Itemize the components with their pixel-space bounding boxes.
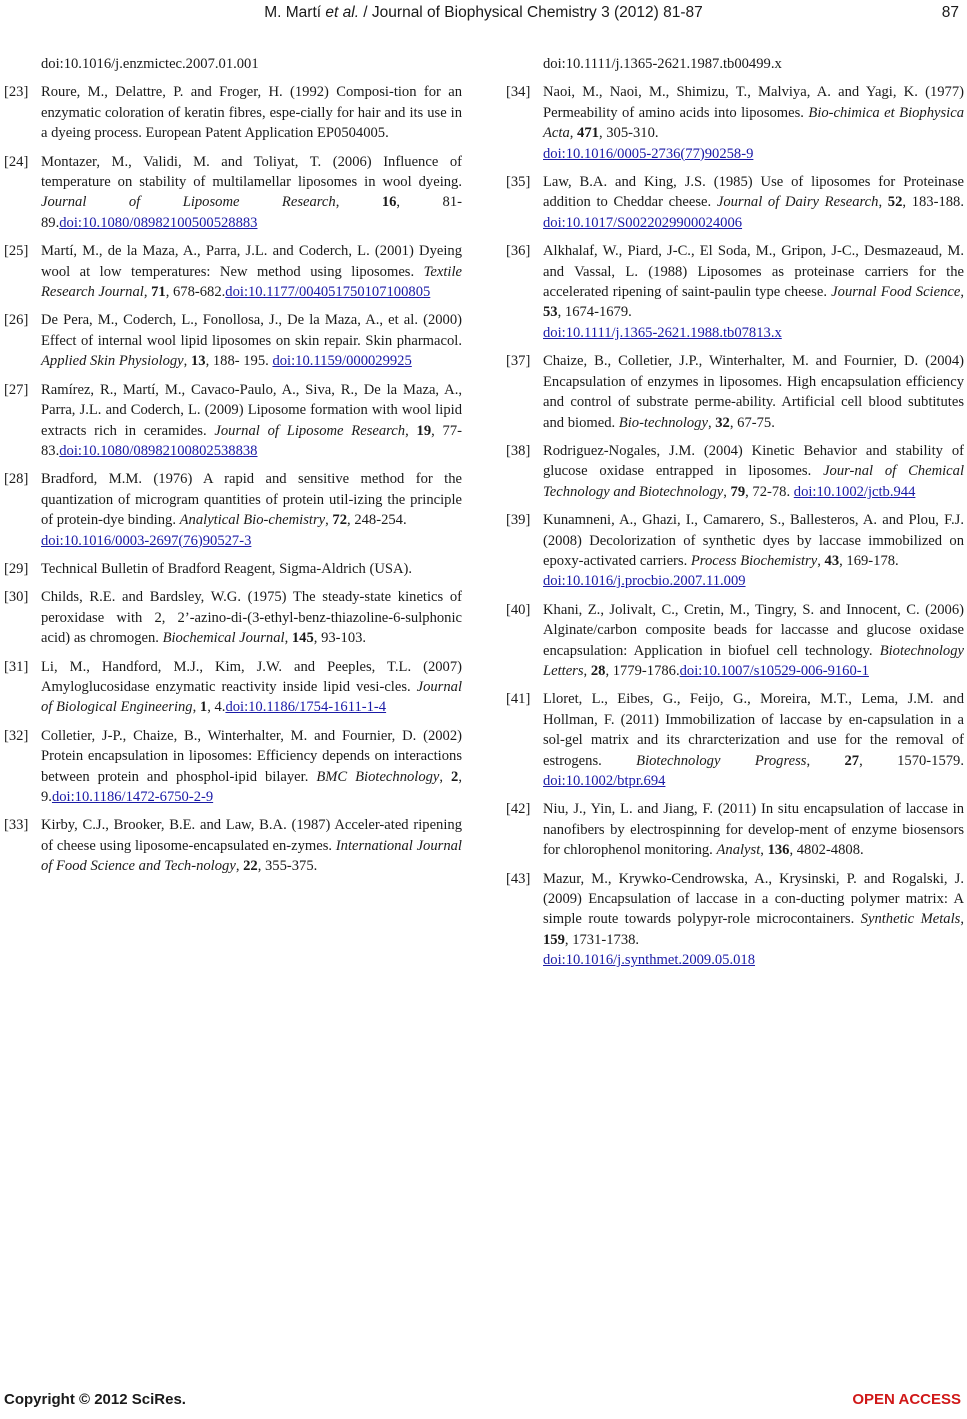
- reference-number: [33]: [4, 817, 29, 834]
- reference-number: [42]: [506, 801, 531, 818]
- page-range: , 93-103.: [313, 630, 367, 647]
- volume-number: 19: [416, 422, 432, 439]
- reference-number: [31]: [4, 658, 29, 675]
- reference-entry: [34] Naoi, M., Naoi, M., Shimizu, T., Malviya, A. and Yagi, K. (1977) Permeability of amino acids into liposomes. Bio-chimica et Biophysica Acta, 471, 305-310. doi:10.1016/0005-2736(77)90258-9: [506, 82, 964, 164]
- journal-name: Bio-chimica et Biophysica Acta: [543, 104, 964, 142]
- reference-number: [23]: [4, 84, 29, 101]
- volume-number: 28: [590, 662, 606, 679]
- reference-number: [35]: [506, 174, 531, 191]
- journal-name: Bio-technology: [618, 414, 708, 431]
- continued-reference: [4, 54, 462, 74]
- doi-link[interactable]: doi:10.1186/1472-6750-2-9: [51, 789, 214, 805]
- volume-number: 32: [715, 414, 730, 431]
- volume-number: 52: [887, 194, 903, 211]
- reference-number: [39]: [506, 512, 531, 529]
- volume-number: 136: [767, 842, 790, 859]
- reference-text: Bradford, M.M. (1976) A rapid and sensitive method for the quantization of microgram quantities of protein util-izing the principle of protein-dye binding.: [41, 471, 462, 529]
- reference-entry: [38] Rodriguez-Nogales, J.M. (2004) Kinetic Behavior and stability of glucose oxidase entrapped in liposomes. Jour-nal of Chemical Technology and Biotechnology, 79, 72-78. doi:10.1002/jctb.944: [506, 442, 965, 500]
- reference-entry: [36] Alkhalaf, W., Piard, J-C., El Soda, M., Gripon, J-C., Desmazeaud, M. and Vassal, L. (1988) Liposomes as proteinase carriers for the accelerated ripening of saint-paulin type cheese. Journal Food Science, 53, 1674-1679. doi:10.1111/j.1365-2621.1988.tb07813.x: [506, 241, 964, 343]
- volume-number: 71: [151, 284, 166, 301]
- reference-entry: [39] Kunamneni, A., Ghazi, I., Camarero, S., Ballesteros, A. and Plou, F.J. (2008) Decolorization of synthetic dyes by laccase immobilized on epoxy-activated carriers. Process Biochemistry, 43, 169-178. doi:10.1016/j.procbio.2007.11.009: [506, 510, 964, 592]
- journal-name: Journal of Liposome Research: [41, 194, 336, 211]
- reference-entry: [32] Colletier, J-P., Chaize, B., Winterhalter, M. and Fournier, D. (2002) Protein encapsulation in liposomes: Efficiency depends on interactions between protein and phosphol-ipid bilayer. BMC Biotechnology, 2, 9.doi:10.1186/1472-6750-2-9: [4, 727, 462, 805]
- reference-text: Montazer, M., Validi, M. and Toliyat, T. (2006) Influence of temperature on stability of multilamellar liposomes in wool dyeing.: [41, 153, 462, 191]
- page-number: 87: [941, 4, 959, 21]
- reference-entry: [35] Law, B.A. and King, J.S. (1985) Use of liposomes for Proteinase addition to Cheddar cheese. Journal of Dairy Research, 52, 183-188. doi:10.1017/S0022029900024006: [506, 174, 964, 231]
- journal-name: Journal of Biological Engineering: [41, 678, 462, 716]
- reference-number: [29]: [4, 560, 29, 577]
- reference-number: [26]: [4, 312, 29, 329]
- reference-text: Niu, J., Yin, L. and Jiang, F. (2011) In situ encapsulation of laccase in nanofibers by electrospinning for develop-ment of enzyme biosensors for chlorophenol monitoring.: [543, 801, 964, 859]
- doi-link[interactable]: doi:10.1016/j.procbio.2007.11.009: [543, 573, 746, 590]
- page-footer: [0, 1385, 967, 1419]
- doi-link[interactable]: doi:10.1016/j.enzmictec.2007.01.001: [41, 56, 259, 72]
- journal-name: Biotechnology Progress: [636, 752, 807, 769]
- header-journal: / Journal of Biophysical Chemistry 3 (2012) 81-87: [359, 4, 703, 21]
- journal-name: Textile Research Journal: [41, 263, 462, 301]
- reference-entry: [31] Li, M., Handford, M.J., Kim, J.W. and Peeples, T.L. (2007) Amyloglucosidase enzymatic reactivity inside lipid vesi-cles. Journal of Biological Engineering, 1, 4.doi:10.1186/1754-1611-1-4: [4, 658, 462, 716]
- volume-number: 1: [199, 699, 208, 716]
- reference-text: Khani, Z., Jolivalt, C., Cretin, M., Tingry, S. and Innocent, C. (2006) Alginate/carbon composite beads for laccasse and glucose oxidase encapsulation: Application in biofuel cell technology.: [543, 601, 964, 659]
- reference-number: [36]: [506, 243, 531, 260]
- volume-number: 79: [730, 483, 746, 500]
- running-header: [0, 4, 967, 26]
- reference-number: [24]: [4, 153, 29, 170]
- reference-entry: [33] Kirby, C.J., Brooker, B.E. and Law, B.A. (1987) Acceler-ated ripening of cheese using liposome-encapsulated en-zymes. International Journal of Food Science and Tech-nology, 22, 355-375.: [4, 817, 462, 875]
- volume-number: 13: [190, 353, 206, 370]
- copyright-notice: Copyright © 2012 SciRes.: [4, 1391, 186, 1408]
- reference-list-left: [4, 82, 462, 876]
- reference-text: Li, M., Handford, M.J., Kim, J.W. and Peeples, T.L. (2007) Amyloglucosidase enzymatic reactivity inside lipid vesi-cles.: [41, 658, 462, 695]
- reference-text: Naoi, M., Naoi, M., Shimizu, T., Malviya, A. and Yagi, K. (1977) Permeability of amino acids into liposomes.: [543, 84, 964, 121]
- journal-name: BMC Biotechnology: [316, 768, 440, 785]
- header-etal: et al.: [325, 4, 359, 21]
- page-range: , 1731-1738.: [564, 931, 640, 948]
- reference-entry: [41] Lloret, L., Eibes, G., Feijo, G., Moreira, M.T., Lema, J.M. and Hollman, F. (2011) Immobilization of laccase by en-capsulation in a sol-gel matrix and its chrarcterization and use for the removal of estrogens. Biotechnology Progress, 27, 1570-1579. doi:10.1002/btpr.694: [506, 691, 964, 789]
- volume-number: 16: [381, 194, 397, 211]
- page-range: , 81-89.: [41, 194, 462, 231]
- reference-text: De Pera, M., Coderch, L., Fonollosa, J., De la Maza, A., et al. (2000) Effect of internal wool lipid liposomes on skin repair. Skin pharmacol.: [41, 312, 462, 349]
- references-left-column: [4, 54, 462, 885]
- reference-entry: [25] Martí, M., de la Maza, A., Parra, J.L. and Coderch, L. (2001) Dyeing wool at low temperatures: New method using liposomes. Textile Research Journal, 71, 678-682.doi:10.1177/004051750107100805: [4, 243, 462, 301]
- header-authors: M. Martí: [264, 4, 326, 21]
- doi-link[interactable]: doi:10.1017/S0022029900024006: [543, 214, 743, 231]
- doi-link[interactable]: doi:10.1002/jctb.944: [793, 483, 916, 500]
- reference-number: [25]: [4, 243, 29, 260]
- page-range: , 169-178.: [839, 552, 899, 569]
- doi-link[interactable]: doi:10.1159/000029925: [272, 353, 412, 370]
- journal-name: Synthetic Metals: [860, 911, 961, 928]
- reference-number: [34]: [506, 84, 531, 101]
- reference-entry: [40] Khani, Z., Jolivalt, C., Cretin, M., Tingry, S. and Innocent, C. (2006) Alginate/carbon composite beads for laccasse and glucose oxidase encapsulation: Application in biofuel cell technology. Biotechnology Letters, 28, 1779-1786.doi:10.1007/s10529-006-9160-1: [506, 601, 964, 679]
- reference-number: [40]: [506, 601, 531, 618]
- page-range: , 305-310.: [598, 125, 659, 142]
- reference-number: [28]: [4, 471, 29, 488]
- reference-text: Childs, R.E. and Bardsley, W.G. (1975) The steady-state kinetics of peroxidase with 2, 2’-azino-di-(3-ethyl-benz-thiazoline-6-sulphonic acid) as chromogen.: [41, 589, 462, 647]
- reference-text: Kirby, C.J., Brooker, B.E. and Law, B.A. (1987) Acceler-ated ripening of cheese using liposome-encapsulated en-zymes.: [41, 817, 462, 854]
- volume-number: 145: [291, 630, 314, 647]
- page-range: , 183-188.: [902, 194, 964, 211]
- running-title: [0, 4, 967, 22]
- journal-name: Analyst: [716, 842, 761, 859]
- doi-link[interactable]: doi:10.1016/0005-2736(77)90258-9: [543, 145, 754, 162]
- reference-text: Martí, M., de la Maza, A., Parra, J.L. and Coderch, L. (2001) Dyeing wool at low temperatures: New method using liposomes.: [41, 243, 462, 280]
- journal-name: Biotechnology Letters: [543, 642, 964, 679]
- doi-link[interactable]: doi:10.1002/btpr.694: [543, 773, 666, 789]
- reference-list-right: [506, 82, 964, 970]
- volume-number: 27: [844, 752, 860, 769]
- reference-number: [30]: [4, 589, 29, 606]
- page-range: , 1779-1786.: [605, 662, 680, 679]
- doi-link[interactable]: doi:10.1080/08982100500528883: [59, 214, 258, 231]
- reference-number: [38]: [506, 442, 531, 459]
- reference-text: Technical Bulletin of Bradford Reagent, Sigma-Aldrich (USA).: [41, 560, 413, 577]
- journal-name: Applied Skin Physiology: [41, 353, 184, 370]
- reference-text: Alkhalaf, W., Piard, J-C., El Soda, M., Gripon, J-C., Desmazeaud, M. and Vassal, L. (1988) Liposomes as proteinase carriers for the accelerated ripening of saint-paulin type cheese.: [543, 243, 964, 301]
- doi-link[interactable]: doi:10.1016/j.synthmet.2009.05.018: [543, 952, 756, 969]
- reference-text: Roure, M., Delattre, P. and Froger, H. (1992) Composi-tion for an enzymatic coloration of keratin fibres, espe-cially for hair and its use in a dyeing process. European Patent Application EP0504005.: [41, 84, 462, 142]
- page-range: , 1674-1679.: [557, 304, 632, 321]
- doi-link[interactable]: doi:10.1186/1754-1611-1-4: [225, 699, 387, 716]
- journal-name: Jour-nal of Chemical Technology and Biotechnology: [543, 463, 965, 500]
- reference-entry: [24] Montazer, M., Validi, M. and Toliyat, T. (2006) Influence of temperature on stability of multilamellar liposomes in wool dyeing. Journal of Liposome Research, 16, 81-89.doi:10.1080/08982100500528883: [4, 153, 462, 231]
- volume-number: 471: [577, 125, 599, 142]
- journal-name: Biochemical Journal: [162, 630, 285, 647]
- reference-text: Rodriguez-Nogales, J.M. (2004) Kinetic Behavior and stability of glucose oxidase entrapped in liposomes.: [543, 442, 964, 480]
- reference-text: Kunamneni, A., Ghazi, I., Camarero, S., Ballesteros, A. and Plou, F.J. (2008) Decolorization of synthetic dyes by laccase immobilized on epoxy-activated carriers.: [543, 512, 964, 569]
- reference-entry: [42] Niu, J., Yin, L. and Jiang, F. (2011) In situ encapsulation of laccase in nanofibers by electrospinning for develop-ment of enzyme biosensors for chlorophenol monitoring. Analyst, 136, 4802-4808.: [506, 801, 964, 859]
- page-range: , 188- 195.: [205, 353, 273, 370]
- reference-entry: [37] Chaize, B., Colletier, J.P., Winterhalter, M. and Fournier, D. (2004) Encapsulation of enzymes in liposomes. High encapsulation efficiency and control of substrate perme-ability. Artificial cell blood subtitutes and biomed. Bio-technology, 32, 67-75.: [506, 353, 964, 431]
- doi-link[interactable]: doi:10.1007/s10529-006-9160-1: [679, 662, 869, 679]
- reference-number: [41]: [506, 691, 531, 708]
- reference-text: Ramírez, R., Martí, M., Cavaco-Paulo, A., Siva, R., De la Maza, A., Parra, J.L. and Coderch, L. (2009) Liposome formation with wool lipid extracts rich in ceramides.: [41, 381, 462, 439]
- page-range: , 72-78.: [745, 483, 794, 500]
- reference-entry: [26] De Pera, M., Coderch, L., Fonollosa, J., De la Maza, A., et al. (2000) Effect of internal wool lipid liposomes on skin repair. Skin pharmacol. Applied Skin Physiology, 13, 188- 195. doi:10.1159/000029925: [4, 312, 462, 370]
- journal-name: Journal Food Science: [831, 284, 961, 301]
- page-range: , 4.: [207, 699, 226, 716]
- page-range: , 9.: [41, 768, 462, 805]
- volume-number: 2: [451, 768, 459, 785]
- volume-number: 53: [543, 304, 558, 321]
- references-right-column: [506, 54, 964, 979]
- doi-link[interactable]: doi:10.1111/j.1365-2621.1987.tb00499.x: [543, 56, 782, 72]
- doi-link[interactable]: doi:10.1016/0003-2697(76)90527-3: [41, 532, 252, 549]
- reference-entry: [30] Childs, R.E. and Bardsley, W.G. (1975) The steady-state kinetics of peroxidase with 2, 2’-azino-di-(3-ethyl-benz-thiazoline-6-sulphonic acid) as chromogen. Biochemical Journal, 145, 93-103.: [4, 589, 462, 647]
- reference-entry: [4, 559, 462, 579]
- journal-name: International Journal of Food Science and Tech-nology: [41, 837, 462, 875]
- volume-number: 159: [543, 931, 565, 948]
- continued-reference: [506, 54, 964, 74]
- reference-text: Mazur, M., Krywko-Cendrowska, A., Krysinski, P. and Rogalski, J. (2009) Encapsulation of laccase in a con-ducting polymer matrix: A simple route towards polypyr-role microcontainers.: [543, 870, 964, 928]
- page-range: , 1570-1579.: [859, 752, 964, 769]
- doi-link[interactable]: doi:10.1177/004051750107100805: [225, 284, 431, 301]
- page-range: , 77-83.: [41, 422, 463, 459]
- reference-entry: [27] Ramírez, R., Martí, M., Cavaco-Paulo, A., Siva, R., De la Maza, A., Parra, J.L. and Coderch, L. (2009) Liposome formation with wool lipid extracts rich in ceramides. Journal of Liposome Research, 19, 77-83.doi:10.1080/08982100802538838: [4, 381, 463, 459]
- journal-name: Process Biochemistry: [690, 552, 818, 569]
- doi-link[interactable]: doi:10.1080/08982100802538838: [59, 442, 258, 459]
- volume-number: 22: [243, 858, 258, 875]
- doi-link[interactable]: doi:10.1111/j.1365-2621.1988.tb07813.x: [543, 324, 782, 341]
- page-range: , 355-375.: [257, 858, 318, 875]
- reference-entry: [4, 82, 462, 143]
- reference-text: Chaize, B., Colletier, J.P., Winterhalter, M. and Fournier, D. (2004) Encapsulation of enzymes in liposomes. High encapsulation efficiency and control of substrate perme-ability. Artificial cell blood subtitutes and biomed.: [543, 353, 964, 431]
- reference-text: Lloret, L., Eibes, G., Feijo, G., Moreira, M.T., Lema, J.M. and Hollman, F. (2011) Immobilization of laccase by en-capsulation in a sol-gel matrix and its chrarcterization and use for the removal of estrogens.: [543, 691, 964, 769]
- journal-name: Analytical Bio-chemistry: [179, 512, 326, 529]
- reference-entry: [43] Mazur, M., Krywko-Cendrowska, A., Krysinski, P. and Rogalski, J. (2009) Encapsulation of laccase in a con-ducting polymer matrix: A simple route towards polypyr-role microcontainers. Synthetic Metals, 159, 1731-1738. doi:10.1016/j.synthmet.2009.05.018: [506, 869, 964, 971]
- volume-number: 72: [332, 512, 348, 529]
- reference-entry: [28] Bradford, M.M. (1976) A rapid and sensitive method for the quantization of microgram quantities of protein util-izing the principle of protein-dye binding. Analytical Bio-chemistry, 72, 248-254. doi:10.1016/0003-2697(76)90527-3: [4, 469, 462, 551]
- reference-text: Law, B.A. and King, J.S. (1985) Use of liposomes for Proteinase addition to Cheddar cheese.: [543, 174, 964, 211]
- open-access-badge: OPEN ACCESS: [852, 1391, 961, 1408]
- reference-number: [43]: [506, 870, 531, 887]
- page-range: , 67-75.: [729, 414, 775, 431]
- page-range: , 678-682.: [165, 284, 226, 301]
- reference-number: [27]: [4, 381, 29, 398]
- reference-number: [37]: [506, 353, 531, 370]
- reference-text: Colletier, J-P., Chaize, B., Winterhalter, M. and Fournier, D. (2002) Protein encapsulation in liposomes: Efficiency depends on interactions between protein and phosphol-ipid bilayer.: [41, 727, 462, 785]
- reference-number: [32]: [4, 727, 29, 744]
- journal-name: Journal of Liposome Research: [214, 422, 406, 439]
- volume-number: 43: [824, 552, 840, 569]
- page-range: , 248-254.: [347, 512, 407, 529]
- page-range: , 4802-4808.: [789, 842, 864, 859]
- journal-name: Journal of Dairy Research: [716, 194, 879, 211]
